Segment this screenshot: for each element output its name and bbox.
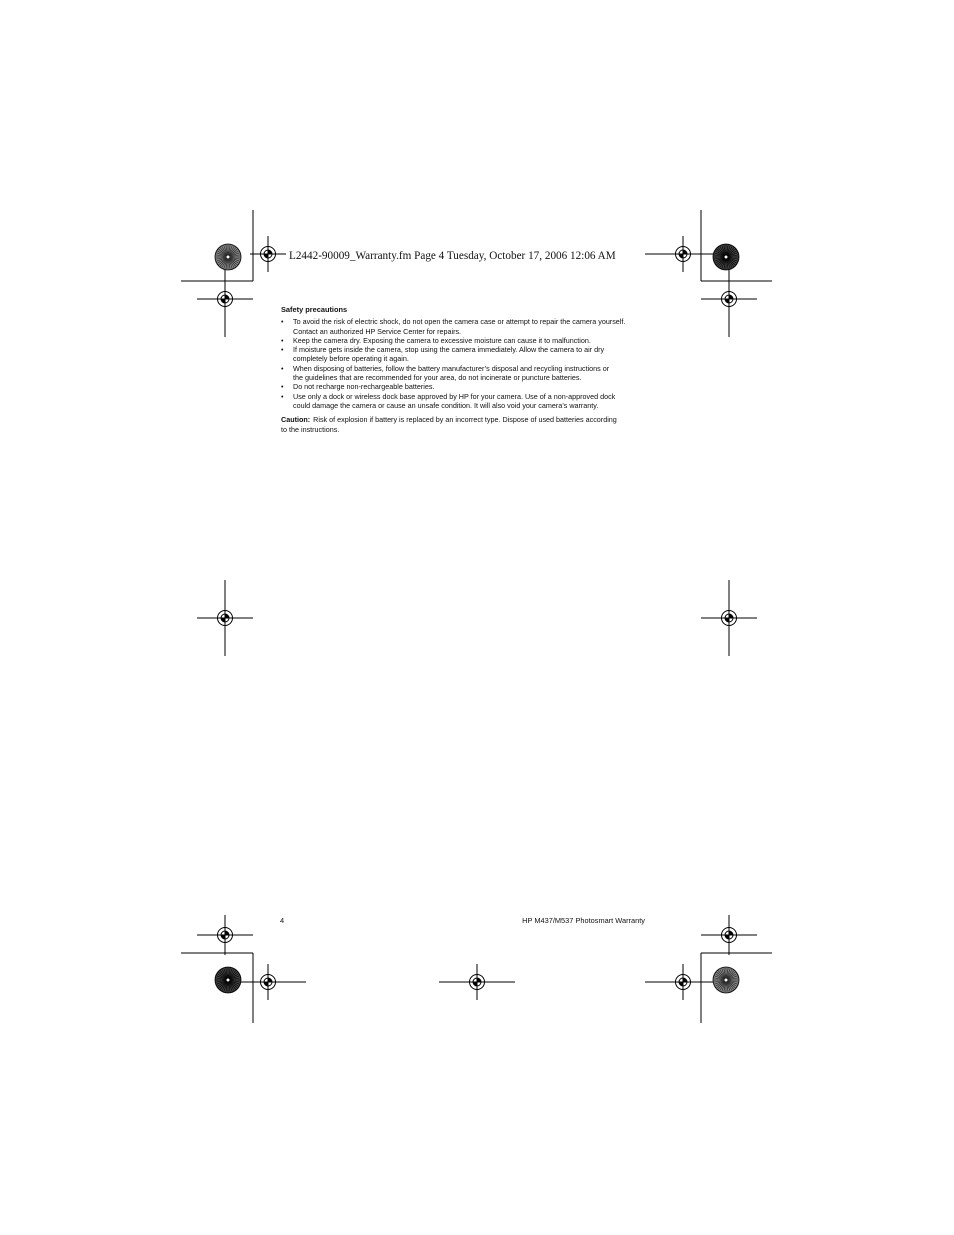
list-item [281, 345, 649, 364]
safety-bullet-list [281, 317, 649, 410]
star-rosette-icon [215, 967, 241, 993]
list-item [281, 364, 649, 383]
footer-title: HP M437/M537 Photosmart Warranty [522, 916, 645, 925]
bullet-icon: • [281, 317, 284, 327]
caution-paragraph [281, 415, 649, 434]
registration-target-icon [197, 580, 253, 656]
registration-target-icon [197, 915, 253, 955]
registration-target-icon [701, 580, 757, 656]
bullet-icon: • [281, 335, 284, 345]
list-item-text: When disposing of batteries, follow the battery manufacturer’s disposal and recycling instructions or [293, 363, 610, 373]
caution-text-line: to the instructions. [281, 424, 340, 434]
registration-target-icon [250, 236, 286, 272]
file-slug-header: L2442-90009_Warranty.fm Page 4 Tuesday, October 17, 2006 12:06 AM [289, 250, 616, 262]
list-item-text: Contact an authorized HP Service Center for repairs. [293, 326, 462, 336]
registration-target-icon [701, 915, 757, 955]
list-item [281, 336, 649, 345]
section-title: Safety precautions [281, 305, 348, 314]
list-item [281, 392, 649, 411]
bullet-icon: • [281, 391, 284, 401]
list-item-text: could damage the camera or cause an unsafe condition. It will also void your camera’s warranty. [293, 400, 599, 410]
star-rosette-icon [215, 244, 241, 270]
caution-label: Caution: [281, 415, 311, 425]
list-item [281, 382, 649, 391]
registration-target-icon [439, 964, 515, 1000]
list-item-text: Do not recharge non-rechargeable batteries. [293, 382, 435, 392]
list-item [281, 317, 649, 336]
list-item-text: If moisture gets inside the camera, stop using the camera immediately. Allow the camera to air dry [293, 345, 605, 355]
caution-text-line: Risk of explosion if battery is replaced by an incorrect type. Dispose of used batteries according [313, 415, 617, 425]
star-rosette-icon [713, 244, 739, 270]
list-item-text: completely before operating it again. [293, 354, 409, 364]
registration-target-icon [645, 236, 721, 272]
list-item-text: Keep the camera dry. Exposing the camera to excessive moisture can cause it to malfunction. [293, 335, 591, 345]
registration-target-icon [701, 261, 757, 337]
page-number: 4 [280, 916, 285, 925]
safety-content [281, 305, 649, 434]
registration-target-icon [230, 964, 306, 1000]
list-item-text: To avoid the risk of electric shock, do not open the camera case or attempt to repair the camera yourself. [293, 317, 626, 327]
caution-text [281, 415, 617, 433]
bullet-icon: • [281, 382, 284, 392]
list-item-text: Use only a dock or wireless dock base approved by HP for your camera. Use of a non-approved dock [293, 391, 616, 401]
bullet-icon: • [281, 345, 284, 355]
list-item-text: the guidelines that are recommended for your area, do not incinerate or puncture batteries. [293, 373, 582, 383]
registration-target-icon [197, 261, 253, 337]
star-rosette-icon [713, 967, 739, 993]
registration-target-icon [645, 964, 721, 1000]
bullet-icon: • [281, 363, 284, 373]
